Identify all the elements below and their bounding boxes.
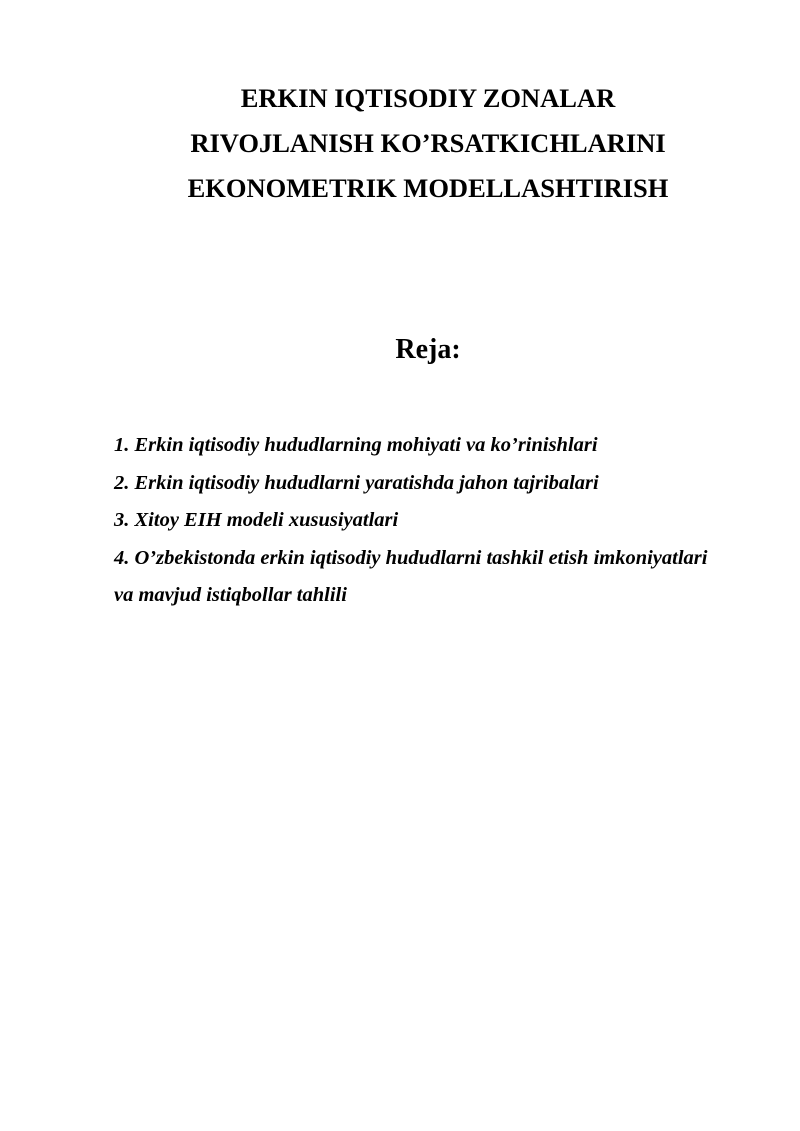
title-line-1: ERKIN IQTISODIY ZONALAR xyxy=(240,83,616,113)
title-line-3: EKONOMETRIK MODELLASHTIRISH xyxy=(187,173,669,203)
plan-item-3: 3. Xitoy EIH modeli xususiyatlari xyxy=(114,509,399,531)
plan-item-2: 2. Erkin iqtisodiy hududlarni yaratishda jahon tajribalari xyxy=(114,471,599,494)
document-title xyxy=(0,76,800,211)
plan-item-4: 4. O’zbekistonda erkin iqtisodiy hududlarni tashkil etish imkoniyatlari xyxy=(114,546,708,569)
plan-item-4-continued: va mavjud istiqbollar tahlili xyxy=(114,584,347,606)
plan-list xyxy=(114,427,774,615)
title-line-2: RIVOJLANISH KO’RSATKICHLARINI xyxy=(190,128,666,158)
plan-heading: Reja: xyxy=(395,334,461,365)
plan-item-1: 1. Erkin iqtisodiy hududlarning mohiyati va ko’rinishlari xyxy=(114,434,598,456)
